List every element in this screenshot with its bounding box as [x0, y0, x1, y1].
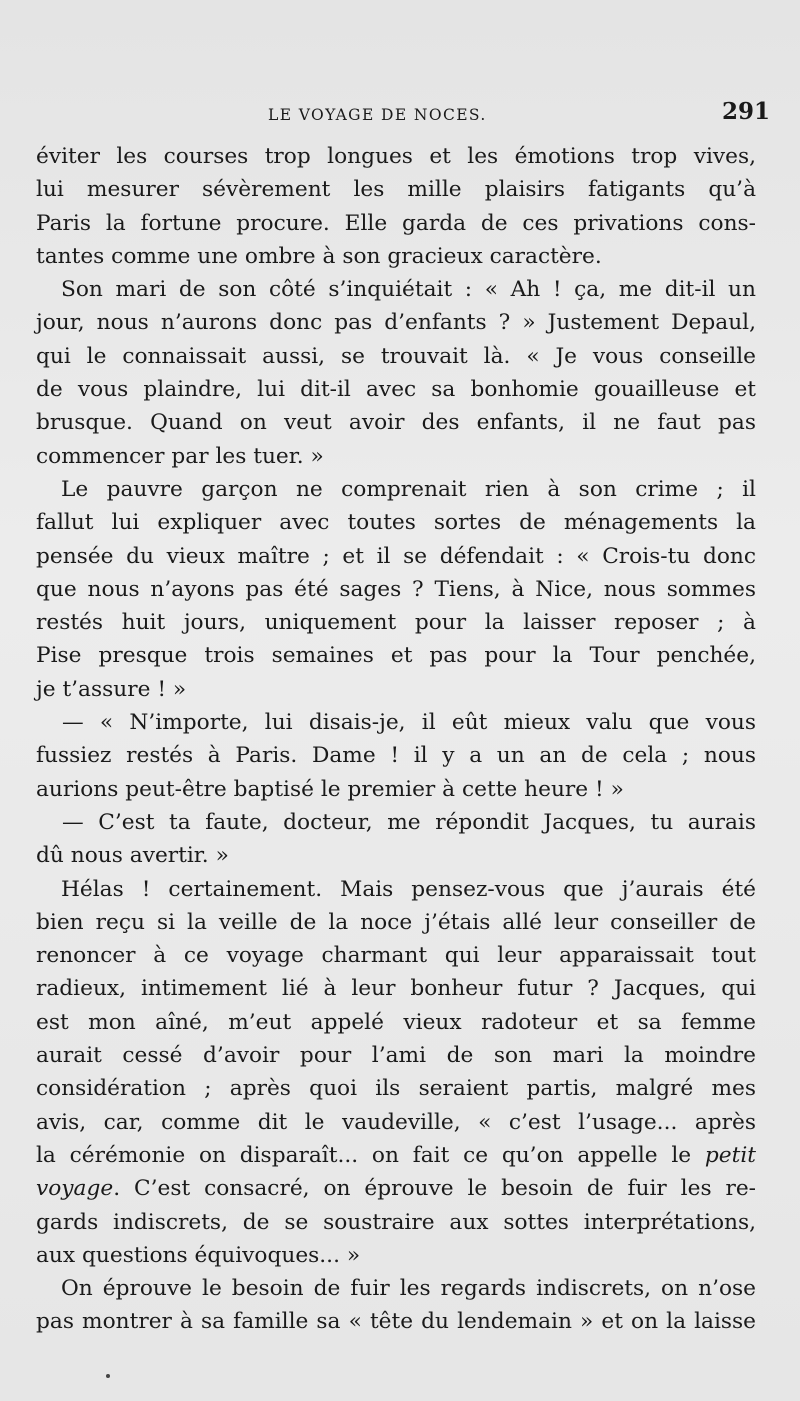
text-line: pensée du vieux maître ; et il se défendait : « Crois-tu donc	[36, 543, 756, 569]
text-line: voyage. C’est consacré, on éprouve le besoin de fuir les re-	[36, 1176, 756, 1202]
text-line: de vous plaindre, lui dit-il avec sa bonhomie gouailleuse et	[36, 377, 756, 403]
page-header	[36, 98, 770, 136]
text-line: qui le connaissait aussi, se trouvait là. « Je vous conseille	[36, 343, 756, 369]
text-line: commencer par les tuer. »	[36, 443, 324, 469]
running-title: LE VOYAGE DE NOCES.	[268, 106, 487, 124]
text-line: tantes comme une ombre à son gracieux caractère.	[36, 243, 602, 269]
page-number: 291	[721, 98, 770, 125]
text-line: Son mari de son côté s’inquiétait : « Ah ! ça, me dit-il un	[61, 277, 756, 303]
text-line: radieux, intimement lié à leur bonheur futur ? Jacques, qui	[36, 976, 756, 1002]
text-line: fussiez restés à Paris. Dame ! il y a un an de cela ; nous	[36, 743, 756, 769]
text-line: aurait cessé d’avoir pour l’ami de son mari la moindre	[36, 1043, 756, 1069]
text-line: est mon aîné, m’eut appelé vieux radoteur et sa femme	[36, 1009, 756, 1035]
text-line: Paris la fortune procure. Elle garda de ces privations cons-	[36, 210, 756, 236]
text-line: lui mesurer sévèrement les mille plaisirs fatigants qu’à	[36, 177, 756, 203]
text-line: que nous n’ayons pas été sages ? Tiens, à Nice, nous sommes	[36, 576, 756, 602]
text-line: pas montrer à sa famille sa « tête du lendemain » et on la laisse	[36, 1309, 756, 1335]
text-line: On éprouve le besoin de fuir les regards indiscrets, on n’ose	[61, 1276, 756, 1302]
italic-word: petit	[704, 1142, 756, 1168]
text-line: — C’est ta faute, docteur, me répondit Jacques, tu aurais	[62, 809, 756, 835]
italic-word: voyage	[36, 1176, 114, 1202]
text-line: aurions peut-être baptisé le premier à cette heure ! »	[36, 776, 624, 802]
text-line: je t’assure ! »	[36, 676, 187, 702]
text-line: Hélas ! certainement. Mais pensez-vous que j’aurais été	[61, 876, 756, 902]
text-line: jour, nous n’aurons donc pas d’enfants ? » Justement Depaul,	[36, 310, 756, 336]
text-line: bien reçu si la veille de la noce j’étais allé leur conseiller de	[36, 909, 756, 935]
text-line: renoncer à ce voyage charmant qui leur apparaissait tout	[36, 943, 756, 969]
text-line: fallut lui expliquer avec toutes sortes de ménagements la	[36, 510, 756, 536]
text-line: Le pauvre garçon ne comprenait rien à son crime ; il	[61, 476, 756, 502]
text-line: brusque. Quand on veut avoir des enfants, il ne faut pas	[36, 410, 756, 436]
text-line: Pise presque trois semaines et pas pour la Tour penchée,	[36, 643, 756, 669]
text-line: — « N’importe, lui disais-je, il eût mieux valu que vous	[62, 710, 756, 736]
text-line: éviter les courses trop longues et les émotions trop vives,	[36, 144, 756, 169]
text-line: avis, car, comme dit le vaudeville, « c’est l’usage... après	[36, 1109, 756, 1135]
text-line: dû nous avertir. »	[36, 843, 229, 869]
text-line: considération ; après quoi ils seraient partis, malgré mes	[36, 1076, 756, 1102]
text-line: gards indiscrets, de se soustraire aux sottes interprétations,	[36, 1209, 756, 1235]
text-line: restés huit jours, uniquement pour la laisser reposer ; à	[36, 610, 756, 636]
text-line: la cérémonie on disparaît... on fait ce qu’on appelle le petit	[36, 1142, 756, 1168]
body-text	[36, 140, 756, 1339]
text-line: aux questions équivoques... »	[36, 1242, 361, 1268]
ink-speck	[106, 1374, 110, 1378]
